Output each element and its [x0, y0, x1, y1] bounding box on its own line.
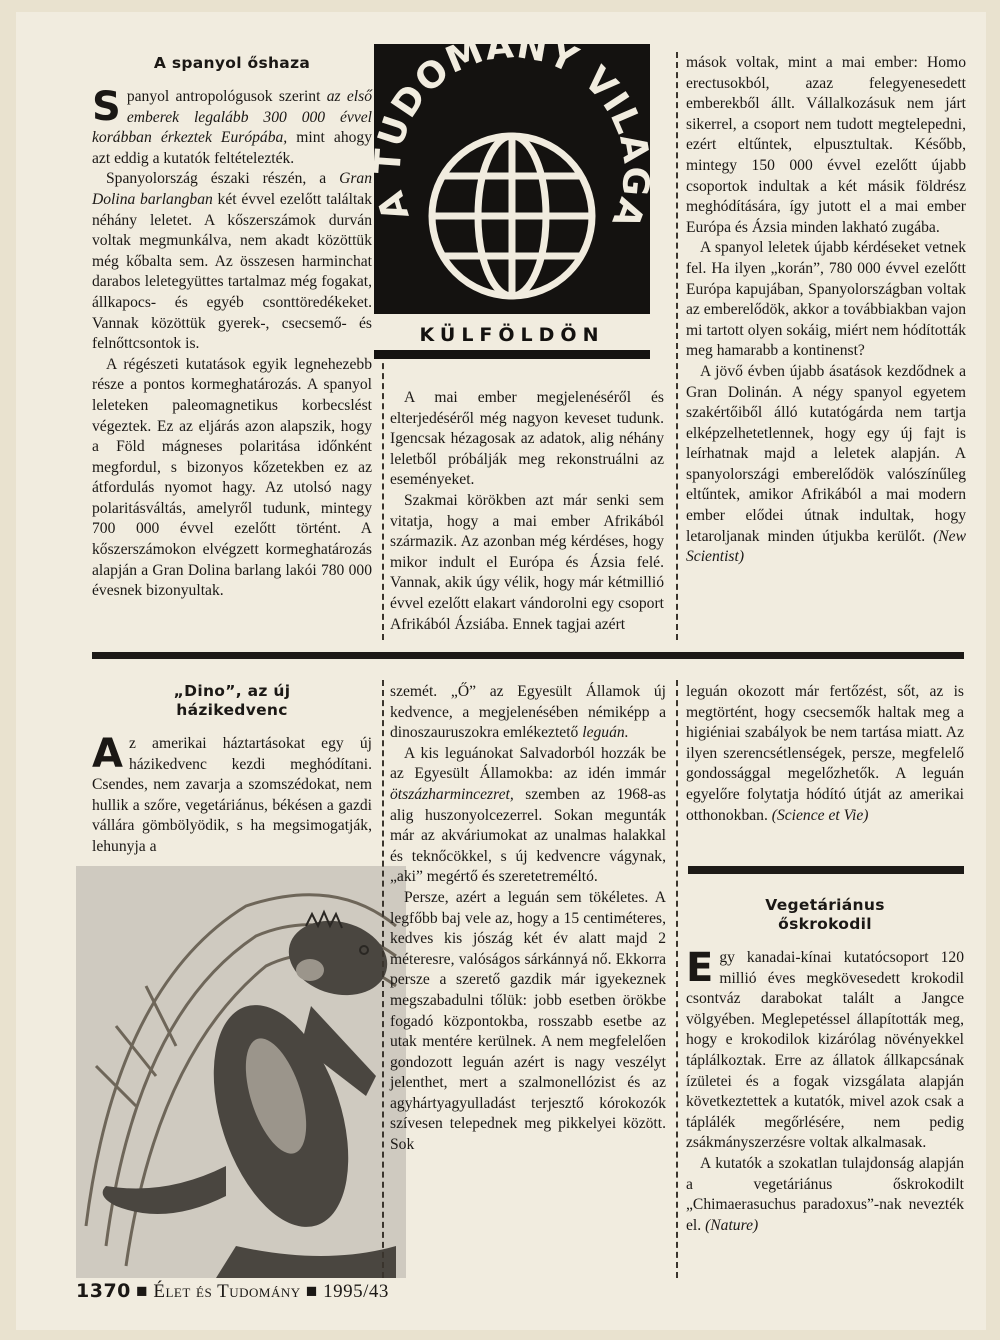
paragraph: leguán okozott már fertőzést, sőt, az is megtörtént, hogy csecsemők haltak meg a higiéniai szabályok be nem tartása miatt. Az ilyen szerencsétlenségek, persze, megfelelő gondossággal megelőzhetők. A leguán egyelőre folytatja hódító útját az amerikai otthonokban. (Science et Vie)	[686, 683, 964, 824]
paragraph: Spanyol antropológusok szerint az első emberek legalább 300 000 évvel korábban érkeztek Európába, mint ahogy azt eddig a kutatók feltételezték.	[92, 84, 373, 167]
article-spanyol-col1	[92, 54, 372, 602]
rubric-logo	[374, 44, 650, 350]
dropcap: E	[686, 945, 714, 991]
article-dino-col1	[92, 682, 372, 858]
article-spanyol-col2	[390, 388, 664, 635]
logo-underline	[374, 350, 650, 359]
paragraph: Egy kanadai-kínai kutatócsoport 120 millió éves megkövesedett krokodil csontváz darabokat talált a Jangce völgyében. Meglepetéssel állapították meg, hogy e krokodilok kizárólag növényekkel táplálkoztak. Erre az állatok állkapcsának ízületei és a fogak vizsgálata alapján következtettek a kutatók, mivel azok csak a táplálék megőrlésére, nem pedig zsákmányszerzésre voltak alkalmasak.	[686, 945, 964, 1152]
paragraph: Spanyolország északi részén, a Gran Dolina barlangban két évvel ezelőtt találtak néhány leletet. A kőszerszámok durván voltak megmunkálva, nem akadt közöttük még kőbalta sem. Az összesen harminchat darabos leletegyüttes tartalmaz még fogakat, állkapocs- és egyéb csonttöredékeket. Vannak közöttük gyerek-, csecsemő- és felnőttcsontok is.	[92, 170, 372, 353]
paragraph: A kutatók a szokatlan tulajdonság alapján a vegetáriánus őskrokodilt „Chimaerasuchus paradoxus”-nak nevezték el. (Nature)	[686, 1154, 964, 1234]
paragraph: mások voltak, mint a mai ember: Homo erectusokból, azaz felegyenesedett emberekből állt. Vállalkozásuk nem járt sikerrel, a csoport nem tudott megtelepedni, ezért eltűntek, elpusztultak. Később, mintegy 150 000 évvel ezelőtt újabb csoportok indultak a két másik földrész meghódítására, így jutott el a mai ember Európa és Ázsia minden lakható zugába.	[686, 54, 966, 236]
paragraph: Szakmai körökben azt már senki sem vitatja, hogy a mai ember Afrikából származik. Az azonban még kérdéses, hogy mikor indult el Európa és Ázsia felé. Vannak, akik úgy vélik, hogy már kétmillió évvel ezelőtt elakart vándorolni egy csoport Afrikából Ázsiába. Ennek tagjai azért	[390, 491, 664, 633]
page-number: 1370	[76, 1280, 131, 1302]
column-divider	[676, 52, 678, 640]
section-divider	[688, 866, 964, 874]
bullet-separator: ■	[305, 1281, 324, 1302]
paragraph: A régészeti kutatások egyik legnehezebb része a pontos kormeghatározás. A spanyol leleteken paleomagnetikus korbecslést végeztek. Ez az eljárás azon alapszik, hogy a Föld mágneses polaritása időnként megfordul, s bizonyos kőzetekben ez az átfordulás nyomot hagy. Az utolsó nagy polaritásváltás, amelyről tudunk, mintegy 700 000 évvel ezelőtt történt. A kőszerszámokon elvégzett kormeghatározás alapján a Gran Dolina barlang lakói 780 000 évesnek bizonyultak.	[92, 355, 372, 600]
column-divider	[676, 680, 678, 1278]
page-footer	[76, 1280, 389, 1303]
paragraph: A spanyol leletek újabb kérdéseket vetnek fel. Ha ilyen „korán”, 780 000 évvel ezelőtt Európa kapujában, Spanyolországban voltak az emberelődök, akkor a továbbiakban vajon mi tartott olyen sokáig, miért nem hódították meg hamarabb a kontinenst?	[686, 239, 966, 360]
article-title-dino: „Dino”, az új házikedvenc	[173, 682, 291, 719]
article-krokodil-col	[686, 896, 964, 1236]
magazine-name: Élet és Tudomány	[153, 1281, 301, 1302]
article-title-spanyol: A spanyol őshaza	[153, 54, 311, 72]
column-divider	[382, 680, 384, 1278]
article-dino-col2	[390, 682, 666, 1156]
iguana-image	[76, 866, 406, 1278]
issue-number: 1995/43	[323, 1281, 389, 1302]
paragraph: szemét. „Ő” az Egyesült Államok új kedvence, a megjelenésében némiképp a dinoszauruszokra emlékeztető leguán.	[390, 683, 666, 742]
dropcap: S	[92, 84, 121, 130]
logo-arc-text: A UDOMÁNY VIL A	[374, 44, 650, 235]
bullet-separator: ■	[136, 1281, 154, 1302]
article-dino-col3	[686, 682, 964, 826]
paragraph: A jövő évben újabb ásatások kezdődnek a Gran Dolinán. A négy spanyol egyetem szakértőiből álló kutatógárda nem tartja elképzelhetetlennek, hogy egy új fajt is leírhatnak majd a leletek alapján. A spanyolországi emberelődök valószínűleg eltűntek, amikor Afrikából a mai modern ember elődei útnak indultak, hogy letaroljanak minden útjukba kerülőt. (New Scientist)	[686, 362, 966, 566]
globe-icon	[374, 44, 650, 350]
article-title-krokodil: Vegetáriánus őskrokodil	[765, 896, 885, 933]
paragraph: Az amerikai háztartásokat egy új házikedvenc kezdi meghódítani. Csendes, nem zavarja a szomszédokat, nem hullik a szőre, vegetáriánus, békésen a gazdi vállára gömbölyödik, s ha megsimogatják, lehunyja a	[92, 731, 372, 855]
iguana-photo	[76, 866, 406, 1278]
logo-bottom-text: KÜLFÖLDÖN	[419, 324, 605, 346]
paragraph: Persze, azért a leguán sem tökéletes. A legfőbb baj vele az, hogy a 15 centiméteres, kedves kis jószág két év alatt majd 2 méteresre, valóságos sárkánnyá nő. Ekkorra persze a szerető gazdik már igyekeznek megszabadulni tőlük: jobb esetben örökbe fogadó központokba, rosszabb esetbe az utak mentére kerülnek. A nem megfelelően gondozott leguán azért is nagy veszélyt jelenthet, mert a szalmonellózist és az agyhártyagyulladást terjesztő kórokozók szívesen telepednek meg pikkelyei között. Sok	[390, 888, 666, 1154]
article-spanyol-col3	[686, 53, 966, 568]
paragraph: A kis leguánokat Salvadorból hozzák be az Egyesült Államokba: az idén immár ötszázharmincezret, szemben az 1968-as alig huszonyolcezerrel. Sokan megunták már az akváriumokat az unalmas halakkal és teknőcökkel, s új kedvencre vágynak, „aki” megértő és szeretetreméltó.	[390, 744, 666, 886]
paragraph: A mai ember megjelenéséről és elterjedéséről még nagyon keveset tudunk. Igencsak hézagosak az adatok, alig néhány leletből próbálják meg rekonstruálni az eseményeket.	[390, 389, 664, 489]
section-divider	[92, 652, 964, 659]
dropcap: A	[92, 731, 123, 777]
